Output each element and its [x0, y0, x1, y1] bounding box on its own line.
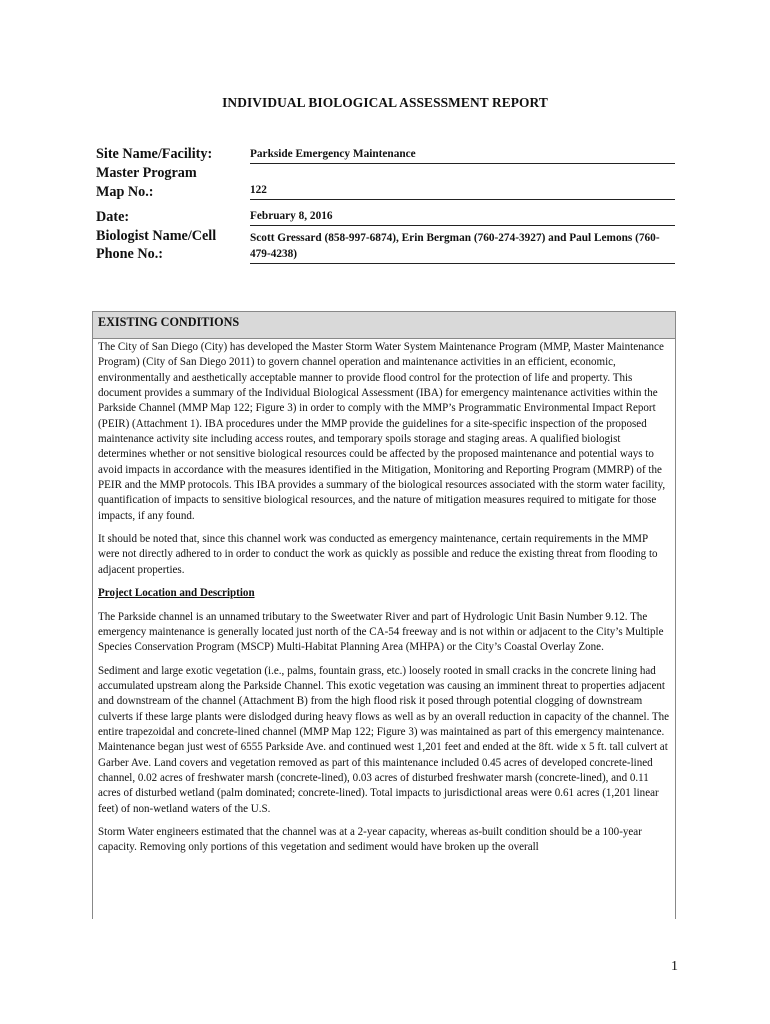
report-title: INDIVIDUAL BIOLOGICAL ASSESSMENT REPORT: [222, 95, 548, 110]
map-label-line1: Master Program: [96, 165, 197, 181]
biologist-label-line2: Phone No.:: [96, 246, 163, 262]
biologist-value: Scott Gressard (858-997-6874), Erin Bergman (760-274-3927) and Paul Lemons (760-479-4238): [250, 230, 675, 264]
paragraph-emergency-note: It should be noted that, since this channel work was conducted as emergency maintenance, certain requirements in the MMP were not directly adhered to in order to conduct the work as quickly as possible and reduce the existing threat from flooding to adjacent properties.: [98, 533, 658, 576]
site-name-value: Parkside Emergency Maintenance: [250, 146, 675, 164]
map-number-value: 122: [250, 182, 675, 200]
paragraph-capacity: Storm Water engineers estimated that the channel was at a 2-year capacity, whereas as-built condition should be a 100-year capacity. Removing only portions of this vegetation and sediment would have broken up the overall: [98, 825, 642, 854]
page-number: 1: [671, 959, 678, 974]
paragraph-intro: The City of San Diego (City) has developed the Master Storm Water System Maintenance Program (MMP, Master Maintenance Program) (City of San Diego 2011) to govern channel operation and maintenance activities in an efficient, economic, environmentally and aesthetically acceptable manner to provide flood control for the protection of life and property. This document provides a summary of the Individual Biological Assessment (IBA) for emergency maintenance activities within the Parkside Channel (MMP Map 122; Figure 3) in order to comply with the MMP’s Programmatic Environmental Impact Report (PEIR) (Attachment 1). IBA procedures under the MMP provide the guidelines for a site-specific inspection of the proposed maintenance activity site including access routes, and temporary spoils storage and staging areas. A qualified biologist determines whether or not sensitive biological resources could be affected by the proposed maintenance and potential ways to avoid impacts in accordance with the measures identified in the Mitigation, Monitoring and Reporting Program (MMRP) of the PEIR and the MMP protocols. This IBA provides a summary of the biological resources associated with the storm water facility, quantification of impacts to sensitive biological resources, and the nature of mitigation measures required to mitigate for those impacts, if any found.: [98, 341, 666, 522]
biologist-label-line1: Biologist Name/Cell: [96, 228, 217, 244]
section-body: [93, 339, 670, 856]
paragraph-location: The Parkside channel is an unnamed tributary to the Sweetwater River and part of Hydrologic Unit Basin Number 9.12. The emergency maintenance is generally located just north of the CA-54 freeway and is not within or adjacent to the City’s Multiple Species Conservation Program (MSCP) Multi-Habitat Planning Area (MHPA) or the City’s Coastal Overlay Zone.: [98, 610, 664, 654]
date-label: Date:: [96, 209, 130, 225]
date-value: February 8, 2016: [250, 208, 675, 226]
map-label-line2: Map No.:: [96, 184, 154, 200]
section-header: EXISTING CONDITIONS: [93, 312, 675, 339]
site-name-label: Site Name/Facility:: [96, 146, 213, 162]
paragraph-sediment: Sediment and large exotic vegetation (i.e., palms, fountain grass, etc.) loosely rooted in small cracks in the concrete lining had accumulated upstream along the Parkside Channel. This exotic vegetation was causing an imminent threat to properties adjacent and downstream of the channel (Attachment B) from the high flood risk it posed through potential clogging of downstream culverts if these large plants were dislodged during heavy flows as well as by an overall reduction in capacity of the channel. The entire trapezoidal and concrete-lined channel (MMP Map 122; Figure 3) was maintained as part of this emergency maintenance. Maintenance began just west of 6555 Parkside Ave. and continued west 1,201 feet and ended at the 8ft. wide x 5 ft. tall culvert at Garber Ave. Land covers and vegetation removed as part of this maintenance included 0.45 acres of developed concrete-lined channel, 0.02 acres of freshwater marsh (concrete-lined), 0.03 acres of disturbed freshwater marsh (concrete-lined), and 0.11 acres of disturbed wetland (palm dominated; concrete-lined). Total impacts to jurisdictional areas were 0.61 acres (1,201 linear feet) of non-wetland waters of the U.S.: [98, 664, 670, 815]
project-location-heading: Project Location and Description: [98, 587, 255, 600]
existing-conditions-section: [92, 311, 676, 919]
